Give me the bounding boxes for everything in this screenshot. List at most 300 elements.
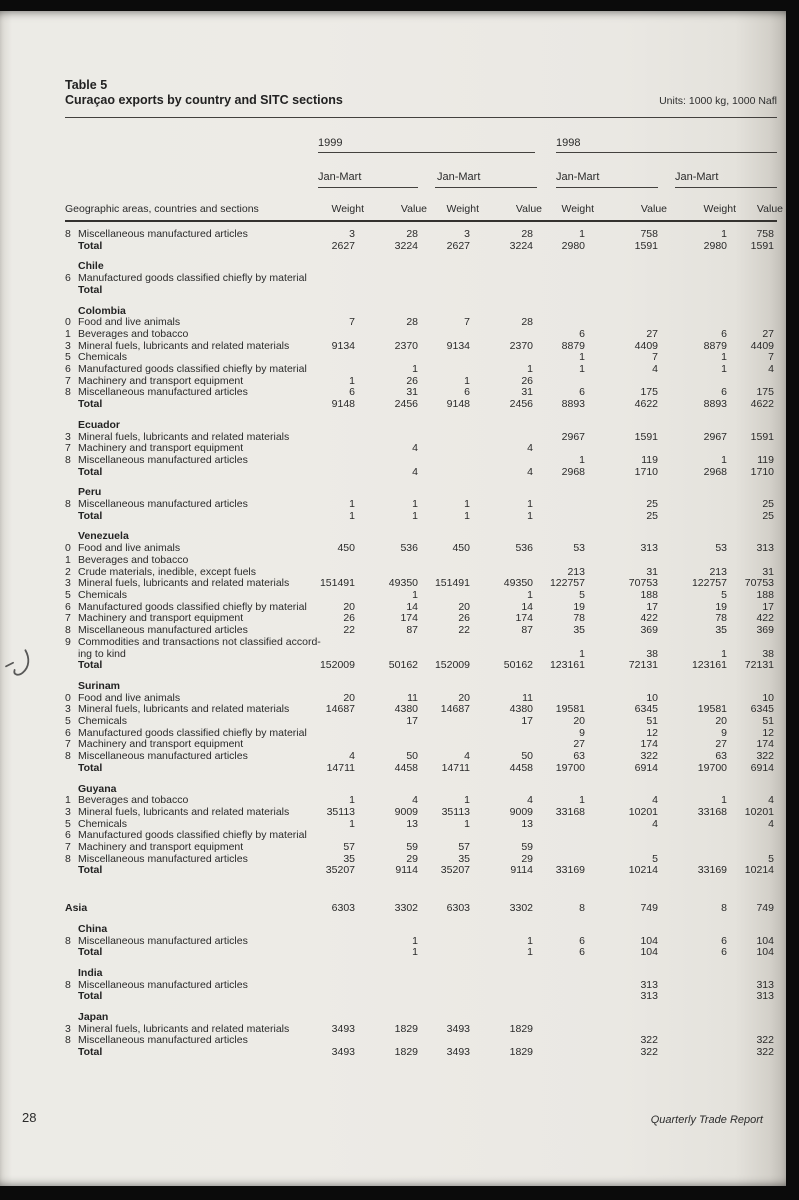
cell-value: 26 [458, 612, 470, 625]
period-underline-4 [675, 187, 777, 188]
cell-value: 4409 [750, 339, 774, 352]
cell-value [533, 980, 585, 992]
cell-value: 5 [768, 852, 774, 865]
cell-value: 8893 [703, 398, 727, 411]
cell-value: 4622 [634, 398, 658, 411]
cell-value: 9148 [446, 398, 470, 411]
row-label [65, 936, 318, 948]
sitc-section-name: Miscellaneous manufactured articles [78, 1034, 248, 1047]
period-underline-2 [435, 187, 537, 188]
section-header: Surinam [78, 679, 121, 692]
cell-value: 8879 [703, 339, 727, 352]
table-row [65, 273, 774, 285]
cell-value: 14711 [441, 761, 470, 774]
cell-value: 3493 [446, 1046, 470, 1059]
cell-value [470, 432, 533, 444]
cell-value: 17 [406, 715, 418, 728]
cell-value: 2627 [331, 239, 355, 252]
cell-value [533, 511, 585, 523]
table-row [65, 807, 774, 819]
cell-value: 9134 [331, 339, 355, 352]
cell-value: 31 [406, 386, 418, 399]
cell-value: 758 [756, 228, 774, 240]
table-row [65, 763, 774, 775]
cell-value: 10214 [744, 864, 774, 877]
table-row [65, 854, 774, 866]
cell-value: 3493 [331, 1022, 355, 1035]
cell-value [533, 1035, 585, 1047]
sitc-section-number: 1 [65, 794, 71, 807]
sitc-section-number: 0 [65, 316, 71, 329]
cell-value: 35 [458, 852, 470, 865]
cell-value: 4 [652, 794, 658, 807]
cell-value: 1 [579, 794, 585, 807]
cell-value: 1591 [750, 430, 774, 443]
cell-value [585, 842, 658, 854]
period-label-4: Jan-Mart [675, 171, 719, 183]
section-header: Japan [78, 1011, 109, 1024]
cell-value: 8 [721, 902, 727, 915]
cell-value: 29 [521, 852, 533, 865]
cell-value: 322 [756, 1034, 774, 1047]
sitc-section-name: Chemicals [78, 351, 128, 364]
cell-value: 9148 [331, 398, 355, 411]
sitc-section-name: Machinery and transport equipment [78, 841, 244, 854]
table-row [65, 241, 774, 253]
cell-value: 1 [579, 363, 585, 376]
cell-value [727, 842, 774, 854]
cell-value: 2980 [561, 239, 585, 252]
cell-value: 1 [349, 498, 355, 511]
cell-value: 35113 [326, 805, 355, 818]
table-row [65, 341, 774, 353]
sitc-section-name: Mineral fuels, lubricants and related materials [78, 1022, 290, 1035]
cell-value: 213 [709, 565, 727, 578]
section-header: Chile [78, 260, 104, 273]
cell-value [418, 443, 470, 455]
cell-value [418, 273, 470, 285]
cell-value [470, 555, 533, 567]
cell-value: 2627 [446, 239, 470, 252]
sitc-section-number: 8 [65, 386, 71, 399]
section-header: China [78, 922, 108, 935]
cell-value: 57 [458, 841, 470, 854]
cell-value: 450 [337, 542, 355, 555]
year-group-1998: 1998 [556, 137, 581, 149]
cell-value: 28 [406, 316, 418, 329]
cell-value: 1 [721, 351, 727, 364]
cell-value: 4 [527, 465, 533, 478]
row-label [65, 751, 318, 763]
cell-value [318, 555, 355, 567]
cell-value [318, 980, 355, 992]
cell-value [533, 991, 585, 1003]
cell-value: 6345 [750, 703, 774, 716]
sitc-section-number: 9 [65, 635, 71, 648]
cell-value: 6 [464, 386, 470, 399]
cell-value [658, 499, 727, 511]
sitc-section-number: 8 [65, 978, 71, 991]
cell-value: 31 [521, 386, 533, 399]
cell-value: 6 [721, 327, 727, 340]
cell-value [533, 830, 585, 842]
cell-value [418, 329, 470, 341]
table-row [65, 660, 774, 672]
row-label-line1 [65, 637, 774, 649]
cell-value [418, 728, 470, 740]
cell-value: 4 [652, 363, 658, 376]
cell-value: 450 [452, 542, 470, 555]
cell-value: 536 [515, 542, 533, 555]
sitc-section-name: Manufactured goods classified chiefly by material [78, 272, 307, 285]
cell-value: 35113 [441, 805, 470, 818]
cell-value: 3 [349, 228, 355, 240]
cell-value: 22 [458, 624, 470, 637]
cell-value: 2967 [703, 430, 727, 443]
section-gap [65, 297, 774, 306]
cell-value [658, 443, 727, 455]
sitc-section-number: 8 [65, 624, 71, 637]
table-row [65, 704, 774, 716]
sitc-section-name: Crude materials, inedible, except fuels [78, 565, 257, 578]
cell-value [470, 352, 533, 364]
cell-value: 9009 [509, 805, 533, 818]
cell-value: 78 [573, 612, 585, 625]
page-title: Curaçao exports by country and SITC sections [65, 93, 343, 107]
cell-value: 25 [646, 509, 658, 522]
cell-value [585, 830, 658, 842]
cell-value: 6914 [634, 761, 658, 774]
row-label [65, 387, 318, 399]
footer-page-number: 28 [22, 1110, 37, 1125]
period-label-3: Jan-Mart [556, 171, 600, 183]
cell-value: 59 [406, 841, 418, 854]
cell-value: 123161 [691, 659, 727, 672]
cell-value: 313 [640, 978, 658, 991]
sitc-section-number: 8 [65, 934, 71, 947]
cell-value [533, 819, 585, 831]
cell-value [658, 830, 727, 842]
cell-value: 20 [573, 715, 585, 728]
cell-value [318, 352, 355, 364]
section-gap [65, 478, 774, 487]
cell-value [355, 329, 418, 341]
cell-value: 313 [756, 990, 774, 1003]
cell-value: 31 [762, 565, 774, 578]
year-group-1999: 1999 [318, 137, 343, 149]
cell-value: 4 [349, 750, 355, 763]
sitc-section-number: 6 [65, 363, 71, 376]
cell-value: 10214 [628, 864, 658, 877]
sitc-section-name: Manufactured goods classified chiefly by material [78, 600, 307, 613]
cell-value [418, 352, 470, 364]
cell-value: 1 [412, 498, 418, 511]
cell-value: 51 [646, 715, 658, 728]
cell-value [318, 443, 355, 455]
sitc-section-number: 7 [65, 374, 71, 387]
cell-value: 51 [762, 715, 774, 728]
sitc-section-name: Machinery and transport equipment [78, 442, 244, 455]
sitc-section-number: 1 [65, 327, 71, 340]
cell-value: 8879 [561, 339, 585, 352]
table-body [65, 229, 774, 1059]
cell-value: 53 [715, 542, 727, 555]
cell-value: 3224 [509, 239, 533, 252]
sitc-section-number: 6 [65, 600, 71, 613]
cell-value: 213 [567, 565, 585, 578]
sitc-section-name: Beverages and tobacco [78, 553, 189, 566]
cell-value: 758 [640, 228, 658, 240]
cell-value: 17 [521, 715, 533, 728]
sitc-section-number: 5 [65, 351, 71, 364]
sitc-section-number: 5 [65, 715, 71, 728]
cell-value [318, 455, 355, 467]
cell-value: 1 [721, 647, 727, 660]
cell-value [418, 739, 470, 751]
row-label-line2: ing to kind [78, 647, 126, 660]
cell-value: 63 [715, 750, 727, 763]
cell-value [533, 555, 585, 567]
cell-value [727, 273, 774, 285]
cell-value: 313 [640, 542, 658, 555]
sitc-section-number: 8 [65, 228, 71, 240]
cell-value: 6345 [634, 703, 658, 716]
cell-value: 78 [715, 612, 727, 625]
cell-value: 38 [762, 647, 774, 660]
cell-value [470, 273, 533, 285]
cell-value: 20 [458, 600, 470, 613]
col-header-value-2: Value [515, 203, 542, 215]
cell-value [418, 947, 470, 959]
cell-value: 6 [579, 934, 585, 947]
cell-value: 1710 [750, 465, 774, 478]
row-label [65, 455, 318, 467]
cell-value [470, 329, 533, 341]
cell-value: 19581 [555, 703, 585, 716]
cell-value [658, 842, 727, 854]
cell-value [658, 1035, 727, 1047]
cell-value: 25 [762, 498, 774, 511]
cell-value: 1 [412, 946, 418, 959]
section-gap [65, 672, 774, 681]
sitc-section-number: 6 [65, 829, 71, 842]
table-row [65, 578, 774, 590]
row-label: Total [78, 990, 103, 1003]
cell-value: 104 [640, 934, 658, 947]
cell-value [658, 1024, 727, 1036]
table-row [65, 947, 774, 959]
cell-value: 9 [721, 726, 727, 739]
cell-value: 26 [521, 374, 533, 387]
cell-value [533, 443, 585, 455]
sitc-section-name: Mineral fuels, lubricants and related materials [78, 805, 290, 818]
cell-value: 35207 [440, 864, 470, 877]
cell-value [418, 590, 470, 602]
cell-value [318, 716, 355, 728]
table-number-label: Table 5 [65, 78, 108, 92]
row-label [65, 229, 318, 241]
cell-value [585, 555, 658, 567]
cell-value [318, 590, 355, 602]
column-header-rule [65, 220, 777, 222]
cell-value: 27 [715, 738, 727, 751]
sitc-section-name: Manufactured goods classified chiefly by material [78, 363, 307, 376]
cell-value: 3302 [509, 902, 533, 915]
cell-value: 4 [768, 363, 774, 376]
sitc-section-number: 0 [65, 691, 71, 704]
section-header: India [78, 966, 103, 979]
section-gap [65, 522, 774, 531]
sitc-section-number: 5 [65, 817, 71, 830]
row-label [65, 1035, 318, 1047]
cell-value: 4409 [634, 339, 658, 352]
cell-value: 3302 [394, 902, 418, 915]
sitc-section-name: Miscellaneous manufactured articles [78, 852, 248, 865]
cell-value: 7 [464, 316, 470, 329]
cell-value [470, 991, 533, 1003]
cell-value: 322 [640, 1046, 658, 1059]
cell-value: 14687 [440, 703, 470, 716]
stub-header: Geographic areas, countries and sections [65, 203, 259, 215]
cell-value [727, 555, 774, 567]
sitc-section-name: Miscellaneous manufactured articles [78, 228, 248, 240]
sitc-section-number: 8 [65, 750, 71, 763]
cell-value: 33169 [555, 864, 585, 877]
cell-value: 4622 [750, 398, 774, 411]
cell-value: 369 [640, 624, 658, 637]
sitc-section-name: Food and live animals [78, 691, 181, 704]
table-row [65, 387, 774, 399]
cell-value: 175 [756, 386, 774, 399]
cell-value [727, 285, 774, 297]
cell-value: 4 [768, 794, 774, 807]
sitc-section-name: Beverages and tobacco [78, 327, 189, 340]
sitc-section-number: 3 [65, 1022, 71, 1035]
cell-value: 1 [464, 817, 470, 830]
cell-value: 6 [579, 386, 585, 399]
table-row [65, 229, 774, 241]
cell-value: 151491 [319, 577, 355, 590]
sitc-section-name: Miscellaneous manufactured articles [78, 624, 248, 637]
cell-value: 3224 [394, 239, 418, 252]
cell-value: 1 [721, 453, 727, 466]
sitc-section-name: Beverages and tobacco [78, 794, 189, 807]
sitc-section-number: 7 [65, 841, 71, 854]
cell-value [418, 285, 470, 297]
cell-value: 322 [640, 1034, 658, 1047]
cell-value: 1591 [634, 430, 658, 443]
cell-value: 369 [756, 624, 774, 637]
cell-value [418, 364, 470, 376]
cell-value: 50 [406, 750, 418, 763]
cell-value: 33169 [697, 864, 727, 877]
cell-value: 3493 [446, 1022, 470, 1035]
cell-value [355, 273, 418, 285]
sitc-section-number: 3 [65, 805, 71, 818]
cell-value: 10201 [628, 805, 658, 818]
table-row [65, 399, 774, 411]
cell-value: 1 [464, 374, 470, 387]
sitc-section-name: Miscellaneous manufactured articles [78, 978, 248, 991]
cell-value: 20 [343, 600, 355, 613]
cell-value: 14687 [325, 703, 355, 716]
cell-value: 5 [652, 852, 658, 865]
cell-value [658, 991, 727, 1003]
cell-value [658, 1047, 727, 1059]
sitc-section-name: Mineral fuels, lubricants and related materials [78, 339, 290, 352]
sitc-section-number: 3 [65, 577, 71, 590]
cell-value: 19 [573, 600, 585, 613]
handwritten-pen-mark-icon [0, 644, 38, 687]
cell-value: 4 [412, 442, 418, 455]
cell-value [533, 499, 585, 511]
sitc-section-name: Machinery and transport equipment [78, 612, 244, 625]
section-gap [65, 877, 774, 903]
sitc-section-name: Machinery and transport equipment [78, 738, 244, 751]
cell-value: 9114 [395, 864, 418, 877]
cell-value: 19700 [555, 761, 585, 774]
cell-value [470, 285, 533, 297]
cell-value: 9 [579, 726, 585, 739]
cell-value: 27 [573, 738, 585, 751]
cell-value [355, 728, 418, 740]
cell-value: 4458 [394, 761, 418, 774]
column-header-row [65, 203, 783, 215]
sitc-section-number: 3 [65, 339, 71, 352]
cell-value [418, 716, 470, 728]
cell-value: 50162 [388, 659, 418, 672]
row-label: Total [78, 659, 103, 672]
cell-value: 10 [762, 691, 774, 704]
cell-value: 12 [762, 726, 774, 739]
cell-value: 1 [464, 498, 470, 511]
sitc-section-number: 3 [65, 703, 71, 716]
cell-value: 1 [464, 509, 470, 522]
cell-value: 313 [640, 990, 658, 1003]
col-header-value-3: Value [640, 203, 667, 215]
cell-value [470, 980, 533, 992]
sitc-section-number: 1 [65, 553, 71, 566]
year-1998-underline [556, 152, 777, 153]
cell-value: 1 [579, 228, 585, 240]
cell-value: 33168 [555, 805, 585, 818]
cell-value [585, 285, 658, 297]
cell-value: 1 [721, 228, 727, 240]
cell-value: 6 [721, 946, 727, 959]
cell-value [658, 555, 727, 567]
cell-value [318, 273, 355, 285]
cell-value: 313 [756, 542, 774, 555]
cell-value: 25 [646, 498, 658, 511]
cell-value: 27 [646, 327, 658, 340]
cell-value: 49350 [503, 577, 533, 590]
sitc-section-name: Miscellaneous manufactured articles [78, 453, 248, 466]
cell-value: 322 [756, 750, 774, 763]
row-label [65, 273, 318, 285]
cell-value: 31 [646, 565, 658, 578]
cell-value: 1 [527, 588, 533, 601]
section-header: Colombia [78, 304, 126, 317]
sitc-section-number: 2 [65, 565, 71, 578]
row-label: Total [78, 946, 103, 959]
cell-value: 35 [343, 852, 355, 865]
cell-value: 9114 [510, 864, 533, 877]
section-gap [65, 252, 774, 261]
cell-value: 28 [406, 228, 418, 240]
cell-value: 1 [412, 934, 418, 947]
cell-value [418, 455, 470, 467]
cell-value [318, 432, 355, 444]
